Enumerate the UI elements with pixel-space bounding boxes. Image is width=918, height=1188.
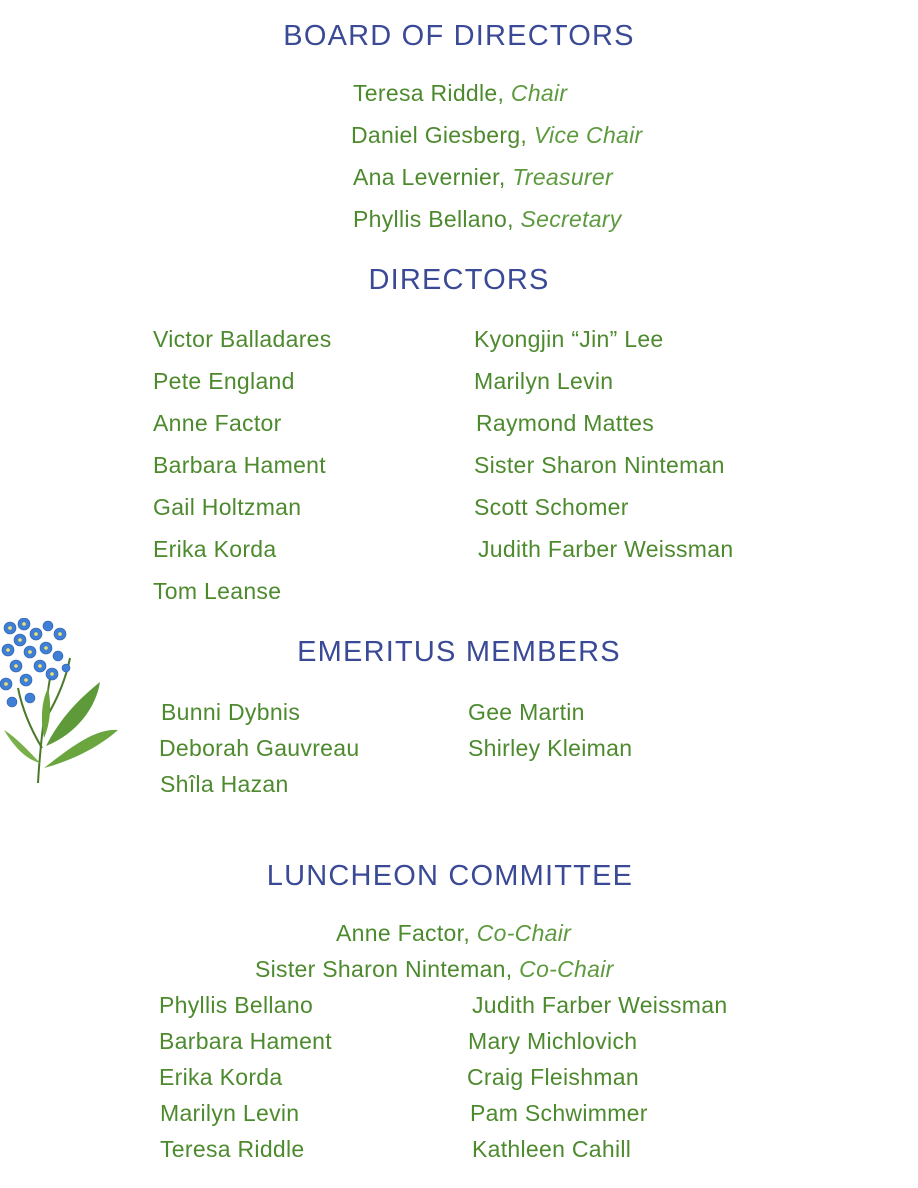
director-name: Barbara Hament	[153, 452, 326, 478]
officer-vice-chair	[351, 122, 643, 149]
board-heading: BOARD OF DIRECTORS	[283, 20, 635, 52]
luncheon-heading: LUNCHEON COMMITTEE	[266, 860, 634, 892]
director-name: Scott Schomer	[474, 494, 629, 520]
emeritus-name: Shirley Kleiman	[468, 735, 633, 761]
committee-member-name: Barbara Hament	[159, 1028, 332, 1054]
luncheon-co-chair	[255, 956, 614, 983]
emeritus-name: Bunni Dybnis	[161, 699, 301, 725]
director-name: Kyongjin “Jin” Lee	[474, 326, 664, 352]
director-name: Tom Leanse	[153, 578, 282, 604]
chair-role: Co-Chair	[476, 920, 572, 946]
director-name: Erika Korda	[153, 536, 277, 562]
emeritus-heading: EMERITUS MEMBERS	[297, 636, 621, 668]
committee-member-name: Pam Schwimmer	[470, 1100, 648, 1126]
officer-role: Chair	[510, 80, 568, 106]
officer-role: Treasurer	[512, 164, 613, 190]
officer-name: Daniel Giesberg,	[351, 122, 528, 148]
officer-role: Vice Chair	[533, 122, 643, 148]
emeritus-name: Deborah Gauvreau	[159, 735, 360, 761]
committee-member-name: Erika Korda	[159, 1064, 283, 1090]
officer-treasurer	[353, 164, 613, 191]
director-name: Gail Holtzman	[153, 494, 302, 520]
committee-member-name: Teresa Riddle	[160, 1136, 305, 1162]
officer-role: Secretary	[520, 206, 622, 232]
directors-heading: DIRECTORS	[368, 264, 550, 296]
committee-member-name: Marilyn Levin	[160, 1100, 300, 1126]
officer-chair	[353, 80, 567, 107]
director-name: Raymond Mattes	[476, 410, 655, 436]
chair-name: Sister Sharon Ninteman,	[255, 956, 513, 982]
committee-member-name: Judith Farber Weissman	[472, 992, 728, 1018]
director-name: Anne Factor	[153, 410, 282, 436]
chair-name: Anne Factor,	[336, 920, 471, 946]
committee-member-name: Phyllis Bellano	[159, 992, 314, 1018]
director-name: Pete England	[153, 368, 295, 394]
director-name: Victor Balladares	[153, 326, 332, 352]
committee-member-name: Craig Fleishman	[467, 1064, 639, 1090]
emeritus-name: Shîla Hazan	[160, 771, 289, 797]
director-name: Sister Sharon Ninteman	[474, 452, 725, 478]
officer-name: Ana Levernier,	[353, 164, 506, 190]
chair-role: Co-Chair	[519, 956, 614, 982]
officer-name: Phyllis Bellano,	[353, 206, 514, 232]
officer-secretary	[353, 206, 622, 233]
emeritus-name: Gee Martin	[468, 699, 585, 725]
luncheon-co-chair	[336, 920, 571, 947]
director-name: Marilyn Levin	[474, 368, 614, 394]
director-name: Judith Farber Weissman	[478, 536, 734, 562]
committee-member-name: Mary Michlovich	[468, 1028, 638, 1054]
committee-member-name: Kathleen Cahill	[472, 1136, 632, 1162]
officer-name: Teresa Riddle,	[353, 80, 505, 106]
